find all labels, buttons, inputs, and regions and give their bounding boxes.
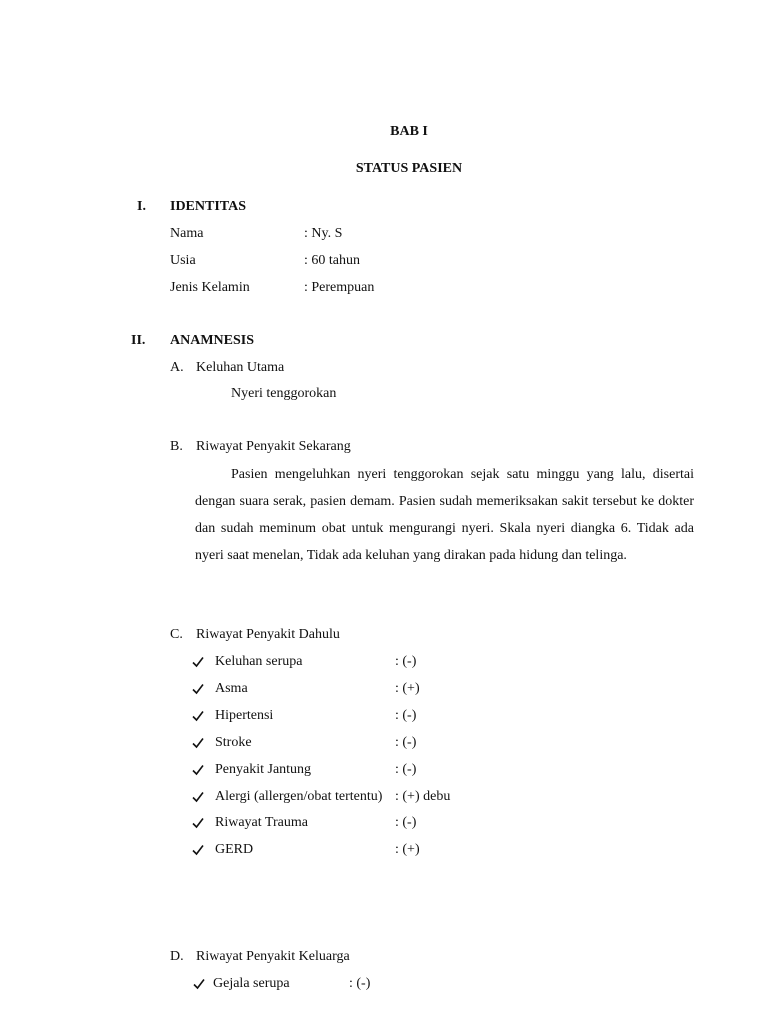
document-title: STATUS PASIEN	[355, 161, 463, 176]
keluhan-utama-text: Nyeri tenggorokan	[231, 386, 337, 401]
checkmark-icon	[192, 764, 204, 776]
rpd-item-value: : (+)	[395, 681, 420, 696]
rpd-item-value: : (-)	[395, 735, 417, 750]
rpd-item-value: : (-)	[395, 654, 417, 669]
section-heading-identitas: IDENTITAS	[170, 199, 246, 214]
rpd-item-value: : (-)	[395, 762, 417, 777]
subsection-title-rps: Riwayat Penyakit Sekarang	[196, 439, 351, 454]
chapter-heading: BAB I	[390, 124, 428, 139]
subsection-title-rpk: Riwayat Penyakit Keluarga	[196, 949, 350, 964]
rpd-item-label: Penyakit Jantung	[215, 762, 312, 777]
checkmark-icon	[192, 710, 204, 722]
checkmark-icon	[192, 791, 204, 803]
checkmark-icon	[192, 656, 204, 668]
rpk-item-value: : (-)	[349, 976, 371, 991]
rpd-item-label: Hipertensi	[215, 708, 274, 723]
rpd-item-label: GERD	[215, 842, 254, 857]
checkmark-icon	[192, 737, 204, 749]
rpd-item-value: : (+) debu	[395, 789, 451, 804]
identitas-label-usia: Usia	[170, 253, 196, 268]
checkmark-icon	[192, 817, 204, 829]
checkmark-icon	[192, 683, 204, 695]
subsection-letter-c: C.	[170, 627, 183, 642]
identitas-label-jenis-kelamin: Jenis Kelamin	[170, 280, 250, 295]
rpk-item-label: Gejala serupa	[213, 976, 290, 991]
section-heading-anamnesis: ANAMNESIS	[170, 333, 255, 348]
subsection-letter-a: A.	[170, 360, 184, 375]
identitas-value-usia: : 60 tahun	[304, 253, 360, 268]
checkmark-icon	[193, 978, 205, 990]
checkmark-icon	[192, 844, 204, 856]
subsection-letter-b: B.	[170, 439, 183, 454]
rpd-item-label: Asma	[215, 681, 248, 696]
subsection-title-keluhan-utama: Keluhan Utama	[196, 360, 285, 375]
identitas-value-nama: : Ny. S	[304, 226, 343, 241]
identitas-value-jenis-kelamin: : Perempuan	[304, 280, 375, 295]
rpd-item-label: Stroke	[215, 735, 252, 750]
section-numeral-anamnesis: II.	[131, 333, 146, 348]
rpd-item-value: : (+)	[395, 842, 420, 857]
subsection-letter-d: D.	[170, 949, 184, 964]
rpd-item-value: : (-)	[395, 708, 417, 723]
rpd-item-label: Alergi (allergen/obat tertentu)	[215, 789, 383, 804]
subsection-title-rpd: Riwayat Penyakit Dahulu	[196, 627, 340, 642]
rpd-item-value: : (-)	[395, 815, 417, 830]
section-numeral-identitas: I.	[137, 199, 146, 214]
rpd-item-label: Keluhan serupa	[215, 654, 303, 669]
rpd-item-label: Riwayat Trauma	[215, 815, 308, 830]
rps-paragraph: Pasien mengeluhkan nyeri tenggorokan sejak satu minggu yang lalu, disertai dengan suara serak, pasien demam. Pasien sudah memeriksakan sakit tersebut ke dokter dan sudah meminum obat untuk mengurangi nyeri. Skala nyeri diangka 6. Tidak ada nyeri saat menelan, Tidak ada keluhan yang dirakan pada hidung dan telinga.	[195, 467, 694, 563]
identitas-label-nama: Nama	[170, 226, 204, 241]
